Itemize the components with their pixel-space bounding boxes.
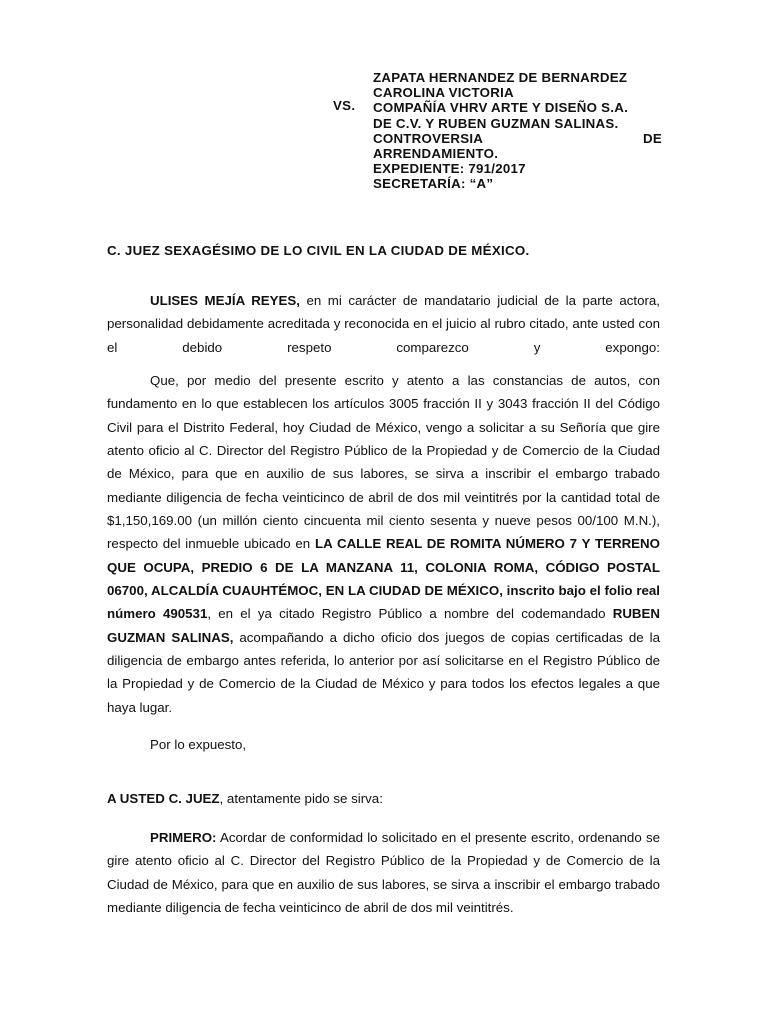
paragraph-text: acompañando a dicho oficio dos juegos de copias certificadas de la diligencia de embargo antes referida, lo anterior por así solicitarse en el Registro Público de la Propiedad y de Comercio de la Ciudad de México y para todos los efectos legales a que haya lugar.	[107, 629, 660, 715]
point-label: PRIMERO:	[150, 830, 217, 845]
paragraph-text: , en el ya citado Registro Público a nombre del codemandado	[207, 606, 613, 622]
case-number: EXPEDIENTE: 791/2017	[373, 161, 526, 177]
secretary: SECRETARÍA: “A”	[373, 176, 494, 192]
caption-line: ZAPATA HERNANDEZ DE BERNARDEZ	[373, 70, 628, 85]
caption-line: COMPAÑÍA VHRV ARTE Y DISEÑO S.A.	[373, 100, 629, 116]
paragraph-first-point	[107, 826, 660, 919]
defendant-name: RUBEN GUZMAN SALINAS,	[107, 606, 660, 645]
paragraph-closing	[107, 733, 660, 756]
case-caption	[373, 70, 662, 192]
paragraph-petition	[107, 787, 660, 810]
caption-word: CONTROVERSIA	[373, 130, 484, 146]
paragraph-request	[107, 369, 660, 719]
caption-line-justified	[373, 131, 662, 146]
property-description: LA CALLE REAL DE ROMITA NÚMERO 7 Y TERRENO QUE OCUPA, PREDIO 6 DE LA MANZANA 11, COLONIA ROMA, CÓDIGO POSTAL 06700, ALCALDÍA CUAUHTÉMOC, EN LA CIUDAD DE MÉXICO, inscrito bajo el folio real número 490531	[107, 536, 660, 622]
paragraph-text: Que, por medio del presente escrito y atento a las constancias de autos, con fundamento en lo que establecen los artículos 3005 fracción II y 3043 fracción II del Código Civil para el Distrito Federal, hoy Ciudad de México, vengo a solicitar a su Señoría que gire atento oficio al C. Director del Registro Público de la Propiedad y de Comercio de la Ciudad de México, para que en auxilio de sus labores, se sirva a inscribir el embargo trabado mediante diligencia de fecha veinticinco de abril de dos mil veintitrés por la cantidad total de $1,150,169.00 (un millón ciento cincuenta mil ciento sesenta y nueve pesos 00/100 M.N.), respecto del inmueble ubicado en	[107, 373, 660, 552]
addressee-heading: C. JUEZ SEXAGÉSIMO DE LO CIVIL EN LA CIUDAD DE MÉXICO.	[107, 243, 530, 258]
petition-heading: A USTED C. JUEZ	[107, 791, 220, 806]
caption-word: DE	[643, 130, 662, 146]
paragraph-intro	[107, 289, 660, 359]
caption-line: DE C.V. Y RUBEN GUZMAN SALINAS.	[373, 115, 619, 131]
petitioner-name: ULISES MEJÍA REYES,	[150, 293, 300, 308]
paragraph-text: en mi carácter de mandatario judicial de la parte actora, personalidad debidamente acreditada y reconocida en el juicio al rubro citado, ante usted con el debido respeto comparezco y expongo:	[107, 293, 660, 355]
paragraph-text: Por lo expuesto,	[150, 737, 247, 752]
paragraph-text: Acordar de conformidad lo solicitado en el presente escrito, ordenando se gire atento oficio al C. Director del Registro Público de la Propiedad y de Comercio de la Ciudad de México, para que en auxilio de sus labores, se sirva a inscribir el embargo trabado mediante diligencia de fecha veinticinco de abril de dos mil veintitrés.	[107, 830, 660, 916]
versus-label: VS.	[333, 98, 356, 113]
paragraph-text: , atentamente pido se sirva:	[219, 791, 383, 806]
caption-line: ARRENDAMIENTO.	[373, 146, 499, 162]
caption-line: CAROLINA VICTORIA	[373, 85, 514, 101]
